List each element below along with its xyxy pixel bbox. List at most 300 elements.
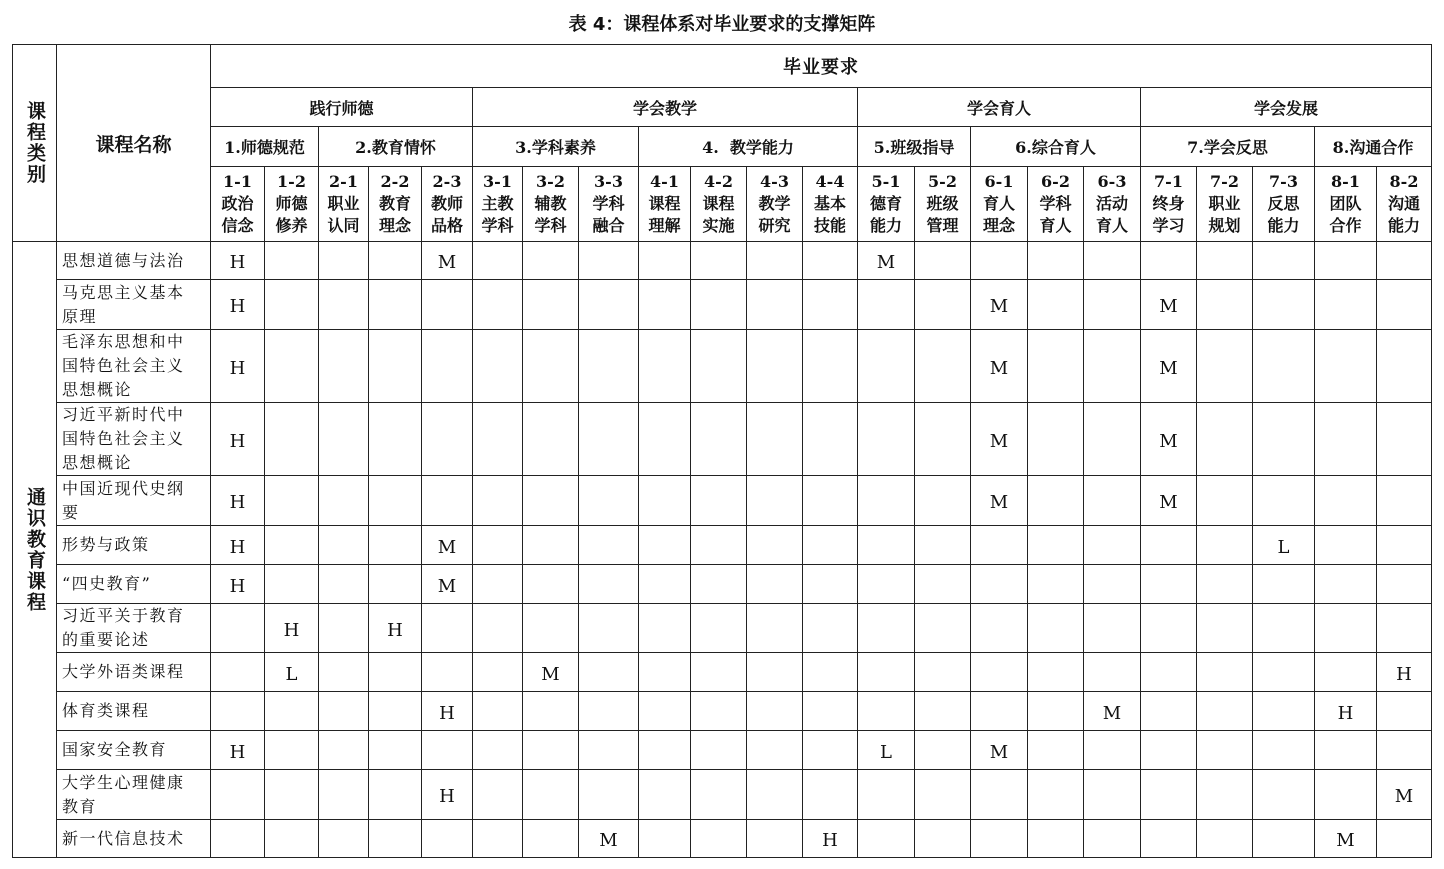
- support-level-cell: [319, 330, 369, 403]
- indicator-header: [473, 167, 523, 242]
- support-level-cell: [971, 820, 1028, 858]
- course-name-line: 思想概论: [62, 380, 133, 399]
- indicator-l1: 辅教: [534, 194, 567, 213]
- header-row-requirements: [13, 45, 1432, 88]
- support-level-cell: [1028, 820, 1084, 858]
- support-level-cell: [211, 653, 265, 692]
- support-level-cell: [803, 403, 858, 476]
- support-level-cell: [579, 731, 639, 770]
- support-level-cell: H: [211, 476, 265, 526]
- support-level-cell: [265, 526, 319, 565]
- support-level-cell: [691, 403, 747, 476]
- support-level-cell: [422, 280, 473, 330]
- indicator-l2: 认同: [327, 216, 360, 235]
- support-level-cell: [747, 731, 803, 770]
- indicator-l2: 理念: [982, 216, 1015, 235]
- support-level-cell: [319, 731, 369, 770]
- indicator-header: [691, 167, 747, 242]
- support-level-cell: [319, 820, 369, 858]
- support-level-cell: H: [211, 403, 265, 476]
- support-level-cell: H: [211, 526, 265, 565]
- support-level-cell: [971, 770, 1028, 820]
- course-name-line: 体育类课程: [62, 701, 150, 720]
- support-level-cell: [691, 653, 747, 692]
- support-level-cell: [473, 330, 523, 403]
- support-level-cell: [803, 476, 858, 526]
- course-name: [57, 820, 211, 858]
- support-level-cell: [1197, 280, 1253, 330]
- course-name-line: 原理: [62, 306, 98, 326]
- indicator-l1: 主教: [481, 194, 514, 213]
- support-level-cell: [691, 820, 747, 858]
- indicator-l1: 职业: [327, 194, 360, 213]
- table-row: [13, 565, 1432, 604]
- support-level-cell: [1377, 820, 1432, 858]
- support-level-cell: [747, 403, 803, 476]
- course-name: [57, 280, 211, 330]
- support-level-cell: [1253, 653, 1315, 692]
- requirement-subgroup: 6.综合育人: [971, 127, 1141, 167]
- support-level-cell: [971, 242, 1028, 280]
- support-level-cell: M: [422, 242, 473, 280]
- indicator-code: 4-4: [815, 172, 845, 191]
- course-name-line: 国特色社会主义: [62, 356, 185, 375]
- support-level-cell: [319, 403, 369, 476]
- support-level-cell: [1197, 770, 1253, 820]
- course-name-line: 大学外语类课程: [62, 662, 185, 681]
- indicator-code: 2-1: [329, 172, 358, 191]
- support-level-cell: [319, 526, 369, 565]
- course-name-header: 课程名称: [57, 45, 211, 242]
- support-level-cell: [639, 403, 691, 476]
- graduation-requirements-header: 毕业要求: [211, 45, 1432, 88]
- indicator-l1: 基本: [813, 194, 846, 213]
- support-level-cell: [265, 280, 319, 330]
- support-level-cell: [747, 526, 803, 565]
- support-level-cell: [915, 330, 971, 403]
- support-level-cell: [1028, 476, 1084, 526]
- support-level-cell: [1141, 242, 1197, 280]
- indicator-l2: 学科: [481, 216, 514, 235]
- support-level-cell: [747, 565, 803, 604]
- indicator-code: 6-1: [984, 172, 1014, 191]
- support-level-cell: [1197, 731, 1253, 770]
- indicator-l2: 信念: [221, 216, 254, 235]
- support-level-cell: M: [971, 403, 1028, 476]
- support-level-cell: [747, 770, 803, 820]
- support-level-cell: [473, 731, 523, 770]
- support-level-cell: [803, 280, 858, 330]
- support-level-cell: [579, 280, 639, 330]
- table-row: [13, 820, 1432, 858]
- support-level-cell: [858, 820, 915, 858]
- support-level-cell: [691, 731, 747, 770]
- support-level-cell: [639, 526, 691, 565]
- indicator-header: [1028, 167, 1084, 242]
- indicator-header: [915, 167, 971, 242]
- support-level-cell: [523, 403, 579, 476]
- support-level-cell: [1377, 731, 1432, 770]
- support-level-cell: [1315, 280, 1377, 330]
- support-level-cell: [858, 330, 915, 403]
- indicator-code: 3-2: [536, 172, 565, 191]
- indicator-code: 6-2: [1041, 172, 1070, 191]
- support-level-cell: [747, 330, 803, 403]
- support-level-cell: [803, 242, 858, 280]
- requirement-subgroup: 3.学科素养: [473, 127, 639, 167]
- support-level-cell: [971, 565, 1028, 604]
- indicator-code: 5-1: [871, 172, 901, 191]
- support-level-cell: [1084, 731, 1141, 770]
- course-name-line: 国家安全教育: [62, 740, 168, 759]
- support-level-cell: [473, 653, 523, 692]
- support-matrix-table: [12, 44, 1432, 858]
- indicator-l1: 职业: [1208, 194, 1241, 213]
- support-level-cell: [1253, 731, 1315, 770]
- requirement-subgroup: 2.教育情怀: [319, 127, 473, 167]
- header-row-indicators: [13, 167, 1432, 242]
- support-level-cell: [858, 770, 915, 820]
- course-name: [57, 330, 211, 403]
- support-level-cell: [1197, 330, 1253, 403]
- indicator-code: 8-2: [1389, 172, 1419, 191]
- indicator-code: 5-2: [928, 172, 957, 191]
- support-level-cell: H: [422, 770, 473, 820]
- support-level-cell: [523, 242, 579, 280]
- support-level-cell: [1028, 565, 1084, 604]
- indicator-l2: 修养: [275, 216, 308, 235]
- support-level-cell: [915, 526, 971, 565]
- page-title: 表 4：课程体系对毕业要求的支撑矩阵: [568, 14, 876, 35]
- indicator-l1: 终身: [1152, 194, 1185, 213]
- support-level-cell: [579, 242, 639, 280]
- support-level-cell: [639, 476, 691, 526]
- requirement-subgroup: 5.班级指导: [858, 127, 971, 167]
- indicator-header: [1253, 167, 1315, 242]
- support-level-cell: [265, 403, 319, 476]
- support-level-cell: [1377, 242, 1432, 280]
- support-level-cell: [319, 604, 369, 653]
- support-level-cell: M: [1084, 692, 1141, 731]
- support-level-cell: [1141, 731, 1197, 770]
- support-level-cell: [1084, 653, 1141, 692]
- support-level-cell: [265, 330, 319, 403]
- support-level-cell: [422, 476, 473, 526]
- table-row: [13, 242, 1432, 280]
- support-level-cell: [473, 280, 523, 330]
- support-level-cell: H: [1315, 692, 1377, 731]
- indicator-l2: 技能: [813, 216, 846, 235]
- support-level-cell: [1141, 770, 1197, 820]
- support-level-cell: [1315, 565, 1377, 604]
- support-level-cell: M: [971, 280, 1028, 330]
- support-level-cell: [858, 280, 915, 330]
- support-level-cell: L: [265, 653, 319, 692]
- support-level-cell: [1084, 403, 1141, 476]
- support-level-cell: [915, 242, 971, 280]
- requirement-subgroup: 8.沟通合作: [1315, 127, 1432, 167]
- course-name-line: 毛泽东思想和中: [62, 332, 185, 351]
- support-level-cell: [1253, 770, 1315, 820]
- indicator-l1: 学科: [592, 194, 625, 213]
- support-level-cell: [691, 770, 747, 820]
- table-row: [13, 604, 1432, 653]
- support-level-cell: [1315, 731, 1377, 770]
- indicator-l2: 融合: [592, 216, 625, 235]
- support-level-cell: [523, 731, 579, 770]
- indicator-header: [211, 167, 265, 242]
- indicator-header: [639, 167, 691, 242]
- indicator-code: 4-3: [760, 172, 789, 191]
- indicator-code: 7-1: [1154, 172, 1183, 191]
- support-level-cell: [803, 526, 858, 565]
- support-level-cell: [803, 692, 858, 731]
- support-level-cell: [211, 604, 265, 653]
- support-level-cell: [803, 770, 858, 820]
- support-level-cell: [1084, 820, 1141, 858]
- indicator-code: 7-3: [1269, 172, 1298, 191]
- support-level-cell: [971, 653, 1028, 692]
- course-name: [57, 692, 211, 731]
- support-level-cell: M: [1141, 476, 1197, 526]
- support-level-cell: [691, 476, 747, 526]
- requirement-group: 学会发展: [1141, 88, 1432, 127]
- support-level-cell: [915, 565, 971, 604]
- indicator-header: [1377, 167, 1432, 242]
- indicator-l1: 教师: [430, 194, 463, 213]
- support-level-cell: [747, 820, 803, 858]
- support-level-cell: [1084, 476, 1141, 526]
- course-name-line: 教育: [62, 796, 98, 816]
- support-level-cell: [747, 280, 803, 330]
- table-row: [13, 692, 1432, 731]
- support-level-cell: [1084, 604, 1141, 653]
- support-level-cell: [523, 476, 579, 526]
- course-name: [57, 526, 211, 565]
- course-name-line: 形势与政策: [62, 535, 150, 554]
- support-level-cell: [1377, 330, 1432, 403]
- support-level-cell: [523, 526, 579, 565]
- indicator-header: [579, 167, 639, 242]
- support-level-cell: [1141, 565, 1197, 604]
- support-level-cell: [858, 565, 915, 604]
- support-level-cell: [369, 731, 422, 770]
- support-level-cell: [319, 653, 369, 692]
- support-level-cell: [211, 820, 265, 858]
- support-level-cell: [319, 242, 369, 280]
- support-level-cell: [1141, 692, 1197, 731]
- indicator-l1: 反思: [1267, 194, 1300, 213]
- indicator-header: [803, 167, 858, 242]
- support-level-cell: [1084, 526, 1141, 565]
- support-level-cell: [369, 653, 422, 692]
- support-level-cell: [915, 403, 971, 476]
- support-level-cell: [369, 526, 422, 565]
- indicator-l1: 育人: [982, 194, 1015, 213]
- indicator-code: 3-3: [594, 172, 623, 191]
- support-level-cell: [473, 526, 523, 565]
- support-level-cell: [971, 604, 1028, 653]
- support-level-cell: [915, 692, 971, 731]
- support-level-cell: M: [1141, 403, 1197, 476]
- support-level-cell: [211, 770, 265, 820]
- support-level-cell: [1315, 526, 1377, 565]
- support-level-cell: [369, 476, 422, 526]
- indicator-l1: 德育: [869, 194, 902, 213]
- course-name-line: 思想道德与法治: [62, 250, 185, 270]
- support-level-cell: [1253, 565, 1315, 604]
- indicator-header: [971, 167, 1028, 242]
- indicator-l2: 实施: [702, 216, 735, 235]
- requirement-subgroup: 1.师德规范: [211, 127, 319, 167]
- support-level-cell: [1028, 403, 1084, 476]
- requirement-subgroup: 7.学会反思: [1141, 127, 1315, 167]
- support-level-cell: [1028, 604, 1084, 653]
- support-level-cell: [639, 565, 691, 604]
- course-name-line: 新一代信息技术: [62, 828, 185, 848]
- support-level-cell: [523, 604, 579, 653]
- course-name-line: 马克思主义基本: [62, 282, 185, 302]
- indicator-l2: 规划: [1208, 216, 1241, 235]
- support-level-cell: [803, 565, 858, 604]
- support-level-cell: [369, 820, 422, 858]
- support-level-cell: [803, 731, 858, 770]
- support-level-cell: [971, 526, 1028, 565]
- requirement-group: 践行师德: [211, 88, 473, 127]
- support-level-cell: [473, 692, 523, 731]
- support-level-cell: [1028, 330, 1084, 403]
- indicator-code: 3-1: [483, 172, 512, 191]
- support-level-cell: H: [211, 731, 265, 770]
- support-level-cell: [319, 565, 369, 604]
- support-level-cell: [369, 770, 422, 820]
- indicator-header: [265, 167, 319, 242]
- course-name-line: 中国近现代史纲: [62, 478, 185, 498]
- support-level-cell: [473, 604, 523, 653]
- indicator-l2: 育人: [1095, 216, 1128, 235]
- support-level-cell: [1377, 565, 1432, 604]
- indicator-l2: 能力: [1267, 216, 1300, 235]
- table-row: [13, 526, 1432, 565]
- course-name-line: 习近平新时代中: [62, 405, 185, 424]
- support-level-cell: H: [211, 280, 265, 330]
- support-level-cell: M: [1141, 330, 1197, 403]
- support-level-cell: [579, 653, 639, 692]
- indicator-code: 2-3: [432, 172, 462, 191]
- support-level-cell: [1084, 770, 1141, 820]
- support-level-cell: [579, 604, 639, 653]
- indicator-l2: 管理: [926, 216, 959, 235]
- support-level-cell: [523, 692, 579, 731]
- support-level-cell: [1315, 242, 1377, 280]
- course-name: [57, 604, 211, 653]
- header-row-groups: [13, 88, 1432, 127]
- support-level-cell: [691, 565, 747, 604]
- support-level-cell: [1028, 692, 1084, 731]
- course-name-line: “四史教育”: [62, 574, 152, 593]
- support-level-cell: [858, 476, 915, 526]
- indicator-code: 1-1: [223, 172, 252, 191]
- category-header: 课程类别: [13, 45, 57, 242]
- support-level-cell: [422, 330, 473, 403]
- support-level-cell: [747, 653, 803, 692]
- course-name: [57, 653, 211, 692]
- support-level-cell: [1253, 403, 1315, 476]
- support-level-cell: H: [265, 604, 319, 653]
- indicator-header: [1315, 167, 1377, 242]
- indicator-l1: 课程: [648, 194, 681, 213]
- support-level-cell: L: [858, 731, 915, 770]
- support-level-cell: [915, 731, 971, 770]
- support-level-cell: [1253, 330, 1315, 403]
- indicator-l1: 沟通: [1387, 194, 1420, 213]
- support-level-cell: [1197, 692, 1253, 731]
- support-level-cell: [579, 526, 639, 565]
- support-level-cell: [1315, 604, 1377, 653]
- support-level-cell: [1253, 242, 1315, 280]
- support-level-cell: [691, 242, 747, 280]
- support-level-cell: [1028, 770, 1084, 820]
- support-level-cell: [265, 565, 319, 604]
- support-level-cell: [1028, 280, 1084, 330]
- indicator-l1: 课程: [702, 194, 735, 213]
- support-level-cell: [1197, 565, 1253, 604]
- support-level-cell: M: [579, 820, 639, 858]
- course-name-line: 的重要论述: [62, 630, 150, 649]
- support-level-cell: [639, 692, 691, 731]
- support-level-cell: [691, 604, 747, 653]
- support-level-cell: [803, 604, 858, 653]
- support-level-cell: [523, 770, 579, 820]
- indicator-l2: 理解: [648, 216, 681, 235]
- support-level-cell: [422, 604, 473, 653]
- support-level-cell: [639, 604, 691, 653]
- support-level-cell: M: [971, 731, 1028, 770]
- support-level-cell: [523, 280, 579, 330]
- support-level-cell: [747, 476, 803, 526]
- course-name: [57, 770, 211, 820]
- indicator-code: 4-1: [650, 172, 679, 191]
- support-level-cell: [1377, 692, 1432, 731]
- support-level-cell: [1028, 731, 1084, 770]
- support-level-cell: [915, 604, 971, 653]
- indicator-code: 4-2: [704, 172, 733, 191]
- indicator-header: [1197, 167, 1253, 242]
- indicator-header: [1141, 167, 1197, 242]
- course-name: [57, 731, 211, 770]
- support-level-cell: [1028, 653, 1084, 692]
- indicator-l2: 合作: [1329, 216, 1362, 235]
- support-level-cell: [473, 770, 523, 820]
- indicator-l1: 活动: [1095, 194, 1128, 213]
- requirement-group: 学会育人: [858, 88, 1141, 127]
- support-level-cell: [915, 476, 971, 526]
- support-level-cell: [1028, 526, 1084, 565]
- indicator-code: 2-2: [380, 172, 410, 191]
- support-level-cell: [422, 403, 473, 476]
- support-level-cell: [579, 330, 639, 403]
- support-level-cell: [1253, 476, 1315, 526]
- support-level-cell: H: [369, 604, 422, 653]
- support-level-cell: [1253, 604, 1315, 653]
- support-level-cell: [1377, 604, 1432, 653]
- support-level-cell: [579, 565, 639, 604]
- support-level-cell: [1315, 330, 1377, 403]
- support-level-cell: M: [1315, 820, 1377, 858]
- support-level-cell: [1253, 692, 1315, 731]
- indicator-l1: 师德: [275, 194, 308, 213]
- support-level-cell: [971, 692, 1028, 731]
